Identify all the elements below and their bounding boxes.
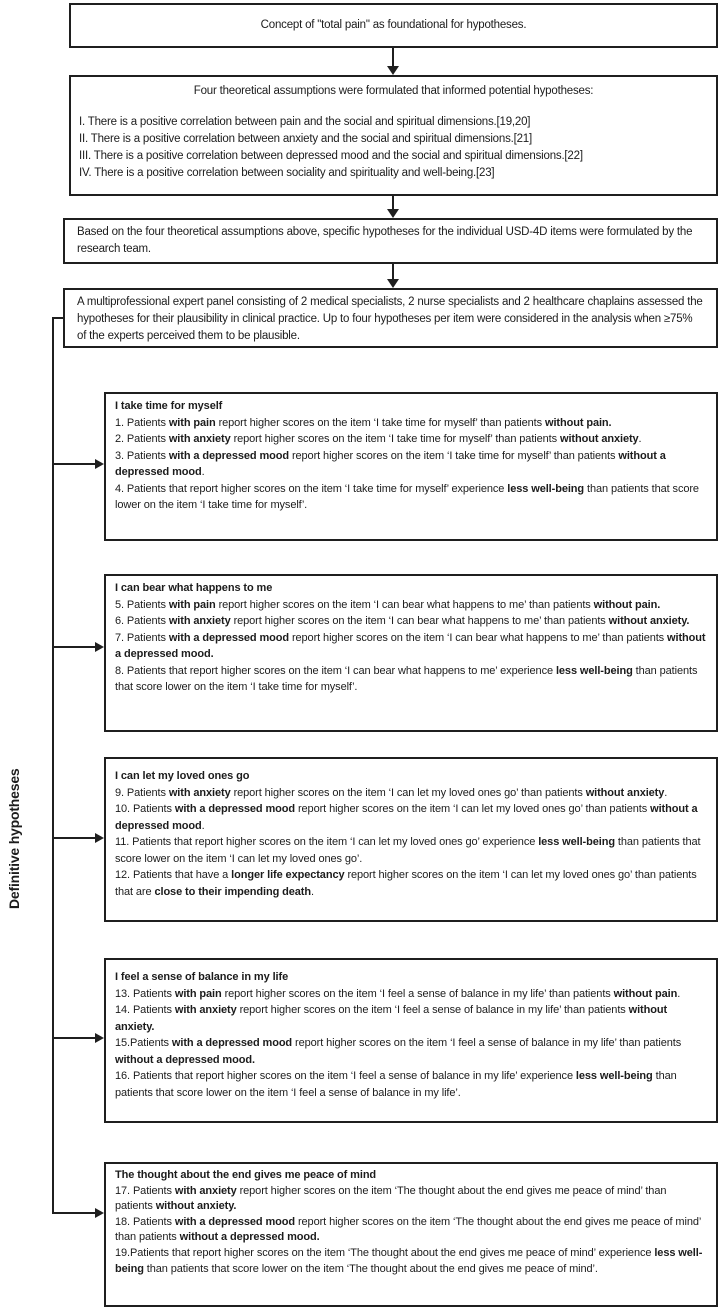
down-arrow-icon-1 — [387, 66, 399, 75]
hypothesis-item: 15.Patients with a depressed mood report higher scores on the item ‘I feel a sense of balance in my life’ than patients without a depressed mood. — [115, 1037, 682, 1066]
hypothesis-item: 17. Patients with anxiety report higher scores on the item ‘The thought about the end gives me peace of mind’ than patients without anxiety. — [115, 1184, 667, 1213]
branch-line-3 — [52, 837, 95, 839]
down-connector-line-1 — [392, 48, 394, 67]
hypothesis-item: 9. Patients with anxiety report higher scores on the item ‘I can let my loved ones go’ than patients without anxiety. — [115, 786, 668, 799]
hypothesis-item: 16. Patients that report higher scores on the item ‘I feel a sense of balance in my life’ experience less well-being than patients that score lower on the item ‘I feel a sense of balance in my life’. — [115, 1070, 677, 1099]
right-arrow-icon-5 — [95, 1208, 104, 1218]
assumption-item-3: III. There is a positive correlation between depressed mood and the social and spiritual dimensions.[22] — [79, 150, 583, 162]
hypothesis-item: 10. Patients with a depressed mood report higher scores on the item ‘I can let my loved ones go’ than patients without a depressed mood. — [115, 803, 698, 832]
right-arrow-icon-3 — [95, 833, 104, 843]
branch-line-2 — [52, 646, 95, 648]
concept-box — [69, 3, 718, 48]
hypothesis-item: 19.Patients that report higher scores on the item ‘The thought about the end gives me peace of mind’ experience less well-being than patients that score lower on the item ‘The thought about the end gives me peace of mind’. — [115, 1246, 703, 1275]
down-arrow-icon-3 — [387, 279, 399, 288]
hypothesis-box-title: I can let my loved ones go — [115, 770, 250, 782]
specific-hypotheses-box — [63, 218, 718, 264]
hypothesis-item: 2. Patients with anxiety report higher scores on the item ‘I take time for myself’ than patients without anxiety. — [115, 433, 642, 445]
down-connector-line-3 — [392, 264, 394, 279]
definitive-hypotheses-label: Definitive hypotheses — [6, 768, 22, 910]
expert-panel-text: A multiprofessional expert panel consisting of 2 medical specialists, 2 nurse specialists and 2 healthcare chaplains assessed the hypotheses for their plausibility in clinical practice. Up to four hypotheses per item were considered in the analysis when ≥75% of the experts perceived them to be plausible. — [77, 296, 703, 342]
expert-panel-box — [63, 288, 718, 348]
hypothesis-item: 7. Patients with a depressed mood report higher scores on the item ‘I can bear what happens to me’ than patients without a depressed mood. — [115, 631, 706, 660]
concept-text: Concept of "total pain" as foundational for hypotheses. — [260, 19, 527, 31]
hypothesis-item: 14. Patients with anxiety report higher scores on the item ‘I feel a sense of balance in my life’ than patients without anxiety. — [115, 1004, 668, 1033]
rail-vertical-line — [52, 317, 54, 1214]
hypothesis-box-title: I take time for myself — [115, 400, 223, 412]
specific-hypotheses-text: Based on the four theoretical assumptions above, specific hypotheses for the individual USD-4D items were formulated by the research team. — [77, 226, 693, 255]
assumptions-heading: Four theoretical assumptions were formulated that informed potential hypotheses: — [193, 85, 594, 97]
branch-line-4 — [52, 1037, 95, 1039]
down-arrow-icon-2 — [387, 209, 399, 218]
hypothesis-box-peace-of-mind — [104, 1162, 718, 1307]
hypothesis-box-title: I feel a sense of balance in my life — [115, 971, 289, 983]
hypothesis-item: 12. Patients that have a longer life expectancy report higher scores on the item ‘I can let my loved ones go’ than patients that are close to their impending death. — [115, 869, 697, 898]
hypothesis-box-let-loved-ones-go — [104, 757, 718, 922]
hypothesis-item: 5. Patients with pain report higher scores on the item ‘I can bear what happens to me’ than patients without pain. — [115, 598, 661, 611]
branch-line-1 — [52, 463, 95, 465]
hypothesis-box-title: The thought about the end gives me peace of mind — [115, 1169, 377, 1181]
right-arrow-icon-4 — [95, 1033, 104, 1043]
hypothesis-box-bear-what-happens — [104, 574, 718, 732]
assumptions-box — [69, 75, 718, 196]
hypothesis-box-title: I can bear what happens to me — [115, 582, 273, 594]
assumption-item-1: I. There is a positive correlation between pain and the social and spiritual dimensions.[19,20] — [79, 116, 531, 128]
hypothesis-item: 18. Patients with a depressed mood report higher scores on the item ‘The thought about the end gives me peace of mind’ than patients without a depressed mood. — [115, 1215, 701, 1244]
hypothesis-item: 13. Patients with pain report higher scores on the item ‘I feel a sense of balance in my life’ than patients without pain. — [115, 987, 681, 1000]
branch-line-5 — [52, 1212, 95, 1214]
hypothesis-item: 4. Patients that report higher scores on the item ‘I take time for myself’ experience less well-being than patients that score lower on the item ‘I take time for myself’. — [115, 482, 699, 511]
hypothesis-box-sense-of-balance — [104, 958, 718, 1123]
hypothesis-item: 11. Patients that report higher scores on the item ‘I can let my loved ones go’ experience less well-being than patients that score lower on the item ‘I can let my loved ones go’. — [115, 836, 701, 865]
hypothesis-item: 6. Patients with anxiety report higher scores on the item ‘I can bear what happens to me’ than patients without anxiety. — [115, 615, 690, 627]
assumption-item-4: IV. There is a positive correlation between sociality and spirituality and well-being.[23] — [79, 167, 495, 179]
hypothesis-item: 1. Patients with pain report higher scores on the item ‘I take time for myself’ than patients without pain. — [115, 416, 612, 429]
hypothesis-box-take-time — [104, 392, 718, 541]
right-arrow-icon-2 — [95, 642, 104, 652]
hypothesis-item: 3. Patients with a depressed mood report higher scores on the item ‘I take time for myself’ than patients without a depressed mood. — [115, 449, 666, 478]
right-arrow-icon-1 — [95, 459, 104, 469]
down-connector-line-2 — [392, 196, 394, 210]
assumption-item-2: II. There is a positive correlation between anxiety and the social and spiritual dimensions.[21] — [79, 133, 532, 145]
hypothesis-item: 8. Patients that report higher scores on the item ‘I can bear what happens to me’ experience less well-being than patients that score lower on the item ‘I take time for myself’. — [115, 664, 698, 693]
